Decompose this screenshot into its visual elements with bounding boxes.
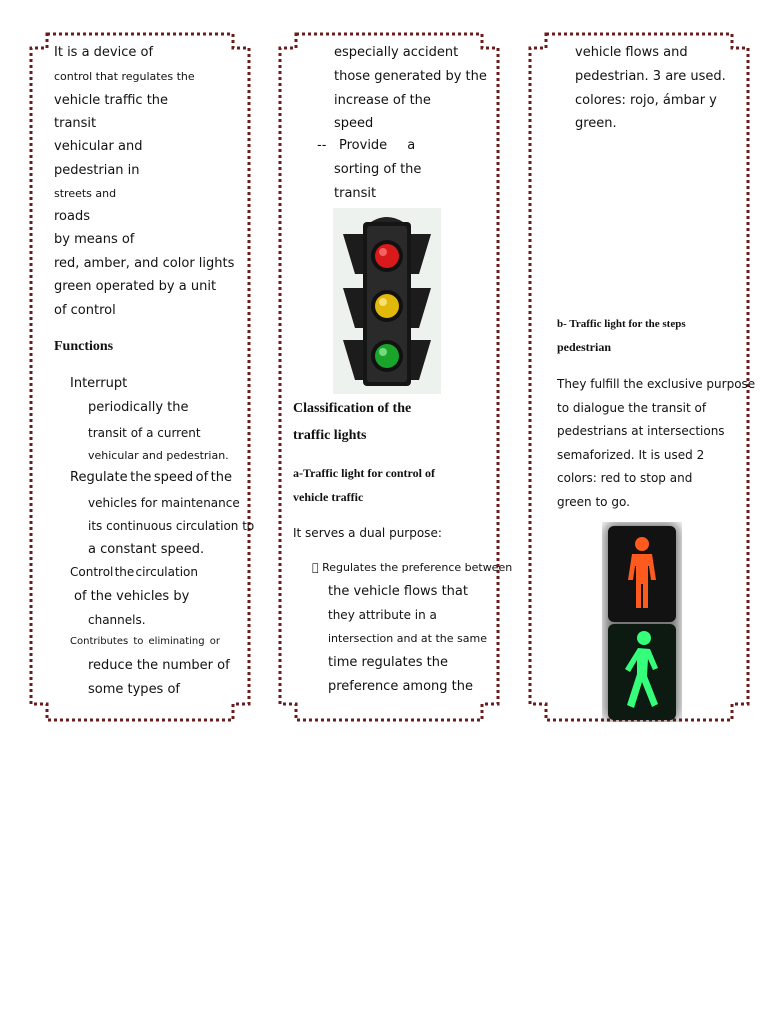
intro-line: transit: [54, 116, 97, 131]
body-line: to dialogue the transit of: [557, 401, 707, 415]
function-line: reduce the number of: [88, 658, 230, 673]
intro-line: streets and: [54, 187, 117, 200]
text-line: vehicle flows and: [575, 45, 688, 60]
function-line: vehicular and pedestrian.: [88, 449, 229, 462]
intro-line: of control: [54, 303, 116, 318]
word: speed: [153, 470, 194, 485]
function-line: its continuous circulation to: [88, 519, 255, 533]
intro-line: control that regulates the: [54, 70, 195, 83]
text-line: colores: rojo, ámbar y: [575, 93, 717, 108]
green-lamp: [375, 344, 399, 368]
function-line: channels.: [88, 613, 146, 627]
pedestrian-light-image: [602, 522, 682, 722]
function-line: transit of a current: [88, 426, 201, 440]
intro-line: roads: [54, 209, 91, 224]
intro-line: vehicle traffic the: [54, 93, 169, 108]
functions-heading: Functions: [54, 339, 114, 354]
text-line: pedestrian. 3 are used.: [575, 69, 726, 84]
brochure-panel-right: [526, 32, 756, 722]
intro-line: by means of: [54, 232, 135, 247]
function-line: of the vehicles by: [74, 589, 190, 604]
bullet-line: preference among the: [328, 679, 473, 694]
intro-line: green operated by a unit: [54, 279, 217, 294]
intro-line: red, amber, and color lights: [54, 256, 235, 271]
body-line: colors: red to stop and: [557, 471, 693, 485]
text-line: Provide a: [339, 138, 416, 153]
function-line-justified: [70, 634, 220, 650]
word: of: [195, 470, 209, 485]
text-line: those generated by the: [334, 69, 487, 84]
text-line: increase of the: [334, 93, 431, 108]
function-line: periodically the: [88, 400, 189, 415]
function-line: a constant speed.: [88, 542, 205, 557]
word: Control: [70, 565, 114, 579]
bullet-line: time regulates the: [328, 655, 448, 670]
function-line-justified: [70, 470, 232, 486]
intro-line: vehicular and: [54, 139, 143, 154]
text-line: transit: [334, 186, 377, 201]
subheading-a: vehicle traffic: [293, 490, 364, 504]
word: circulation: [135, 565, 198, 579]
subheading-b: pedestrian: [557, 340, 611, 354]
red-lamp: [375, 244, 399, 268]
traffic-light-image: [333, 208, 441, 394]
brochure-panel-left: [27, 32, 253, 722]
word: the: [130, 470, 152, 485]
intro-line: pedestrian in: [54, 163, 140, 178]
dash-marker: --: [317, 138, 327, 153]
bullet-line: Regulates the preference between: [312, 561, 503, 574]
word: Contributes: [70, 636, 129, 647]
bullet-line: intersection and at the same: [328, 632, 487, 645]
word: Regulate: [70, 470, 128, 485]
brochure-panel-middle: [276, 32, 502, 722]
text-line: especially accident: [334, 45, 459, 60]
dual-purpose-text: It serves a dual purpose:: [293, 526, 442, 540]
function-line: vehicles for maintenance: [88, 496, 240, 510]
body-line: green to go.: [557, 495, 630, 509]
function-line-justified: [70, 564, 198, 580]
bullet-line: they attribute in a: [328, 608, 437, 622]
function-line: some types of: [88, 682, 180, 697]
word: the: [114, 565, 135, 579]
word: the: [210, 470, 232, 485]
word: or: [209, 636, 220, 647]
classification-heading: Classification of the: [293, 401, 412, 416]
subheading-b: b- Traffic light for the steps: [557, 318, 686, 330]
word: to: [133, 636, 144, 647]
classification-heading: traffic lights: [293, 428, 367, 443]
body-line: semaforized. It is used 2: [557, 448, 705, 462]
text-line: speed: [334, 116, 374, 131]
amber-lamp: [375, 294, 399, 318]
text-line: green.: [575, 116, 617, 131]
body-line: pedestrians at intersections: [557, 424, 725, 438]
intro-line: It is a device of: [54, 45, 154, 60]
word: eliminating: [148, 636, 205, 647]
body-line: They fulfill the exclusive purpose: [557, 377, 756, 391]
text-line: sorting of the: [334, 162, 422, 177]
bullet-line: the vehicle flows that: [328, 584, 468, 599]
function-line: Interrupt: [70, 376, 128, 391]
subheading-a: a-Traffic light for control of: [293, 466, 435, 480]
